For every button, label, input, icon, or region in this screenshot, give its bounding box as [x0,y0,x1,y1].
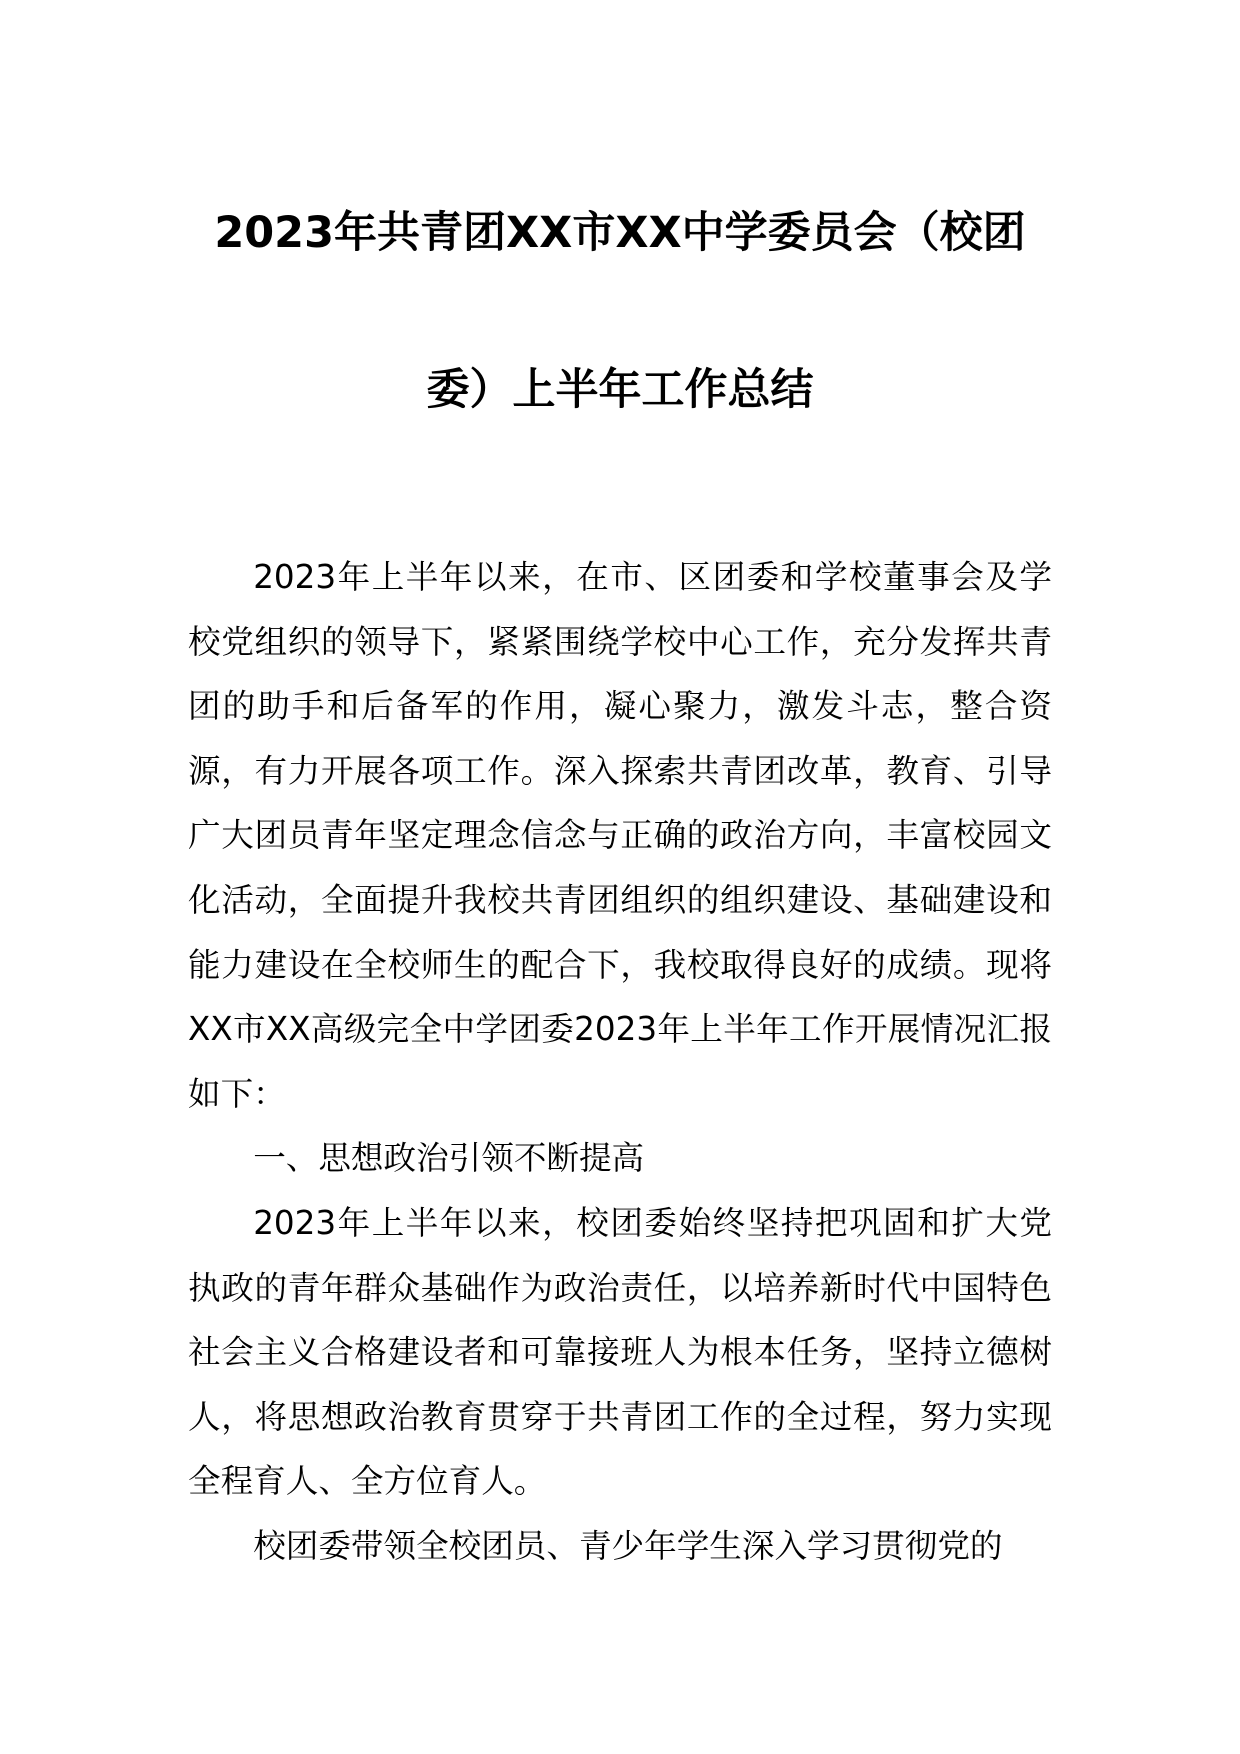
section-heading-1: 一、思想政治引领不断提高 [253,1139,645,1178]
document-title-line-1: 2023年共青团XX市XX中学委员会（校团 [214,208,1026,258]
paragraph-section-1: 2023年上半年以来，校团委始终坚持把巩固和扩大党执政的青年群众基础作为政治责任，以培养新时代中国特色社会主义合格建设者和可靠接班人为根本任务，坚持立德树人，将思想政治教育贯穿于共青团工作的全过程，努力实现全程育人、全方位育人。 [188,1203,1052,1501]
paragraph-continued: 校团委带领全校团员、青少年学生深入学习贯彻党的 [253,1526,1003,1565]
document-body [188,545,1052,1579]
paragraph-intro: 2023年上半年以来，在市、区团委和学校董事会及学校党组织的领导下，紧紧围绕学校中心工作，充分发挥共青团的助手和后备军的作用，凝心聚力，激发斗志，整合资源，有力开展各项工作。深入探索共青团改革，教育、引导广大团员青年坚定理念信念与正确的政治方向，丰富校园文化活动，全面提升我校共青团组织的组织建设、基础建设和能力建设在全校师生的配合下，我校取得良好的成绩。现将XX市XX高级完全中学团委2023年上半年工作开展情况汇报如下： [188,558,1052,1113]
document-title-line-2: 委）上半年工作总结 [426,365,814,415]
